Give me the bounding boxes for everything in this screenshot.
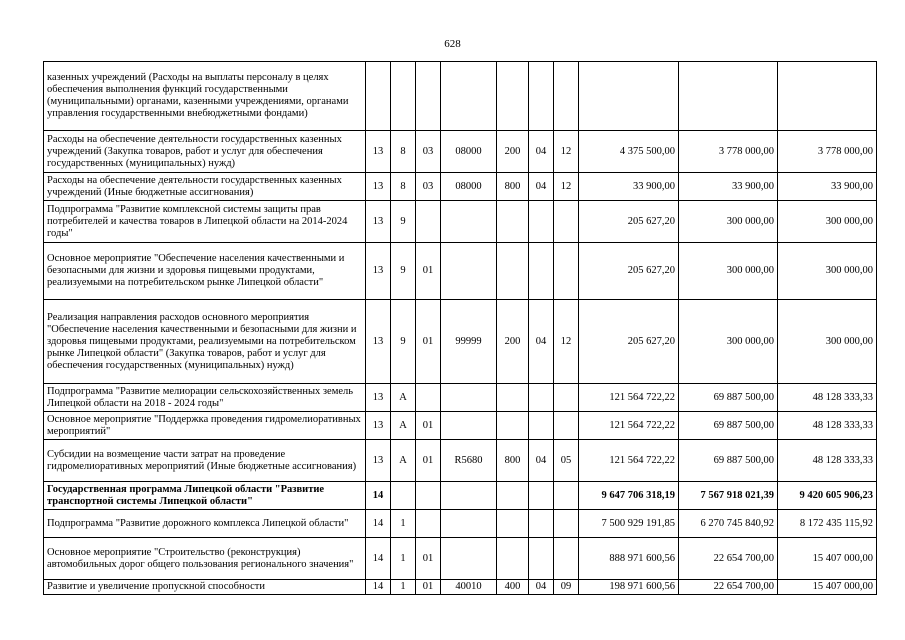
cell-code: 1	[391, 580, 416, 595]
cell-amount	[679, 62, 778, 131]
cell-code	[441, 201, 497, 243]
cell-code	[554, 510, 579, 538]
cell-code	[441, 412, 497, 440]
cell-code: 13	[366, 243, 391, 300]
cell-amount: 69 887 500,00	[679, 412, 778, 440]
cell-amount: 7 500 929 191,85	[579, 510, 679, 538]
cell-code	[497, 201, 529, 243]
cell-amount: 9 647 706 318,19	[579, 482, 679, 510]
cell-amount: 300 000,00	[679, 300, 778, 384]
cell-code: 9	[391, 300, 416, 384]
cell-code: А	[391, 440, 416, 482]
cell-code	[497, 384, 529, 412]
cell-code	[416, 482, 441, 510]
cell-code	[529, 538, 554, 580]
cell-code: 04	[529, 440, 554, 482]
cell-amount: 4 375 500,00	[579, 131, 679, 173]
cell-code: 14	[366, 510, 391, 538]
cell-code	[529, 384, 554, 412]
cell-code: 9	[391, 201, 416, 243]
cell-code	[366, 62, 391, 131]
cell-amount: 3 778 000,00	[778, 131, 877, 173]
cell-code: 13	[366, 173, 391, 201]
cell-code	[529, 510, 554, 538]
cell-code	[529, 243, 554, 300]
cell-code: 400	[497, 580, 529, 595]
cell-code: 03	[416, 173, 441, 201]
cell-code: 13	[366, 300, 391, 384]
cell-amount: 300 000,00	[679, 201, 778, 243]
cell-amount: 69 887 500,00	[679, 384, 778, 412]
table-row	[44, 62, 877, 131]
cell-amount: 300 000,00	[778, 300, 877, 384]
cell-code	[529, 482, 554, 510]
cell-code	[441, 510, 497, 538]
table-row	[44, 131, 877, 173]
cell-code: 01	[416, 580, 441, 595]
cell-code: 13	[366, 384, 391, 412]
cell-code	[441, 538, 497, 580]
cell-code	[529, 201, 554, 243]
cell-code	[554, 482, 579, 510]
cell-code: 13	[366, 440, 391, 482]
cell-amount: 300 000,00	[679, 243, 778, 300]
cell-amount: 69 887 500,00	[679, 440, 778, 482]
cell-amount: 48 128 333,33	[778, 412, 877, 440]
cell-amount: 9 420 605 906,23	[778, 482, 877, 510]
cell-amount: 33 900,00	[778, 173, 877, 201]
cell-amount: 888 971 600,56	[579, 538, 679, 580]
cell-code	[497, 510, 529, 538]
row-name: Реализация направления расходов основного мероприятия "Обеспечение населения качественными и безопасными для жизни и здоровья пищевыми продуктами, реализуемыми на потребительском рынке Липецкой области" (Закупка товаров, работ и услуг для обеспечения государственных (муниципальных) нужд)	[44, 300, 366, 384]
cell-code: 04	[529, 580, 554, 595]
cell-code: 14	[366, 580, 391, 595]
page-number: 628	[444, 38, 461, 50]
cell-code	[554, 201, 579, 243]
row-name: Основное мероприятие "Поддержка проведения гидромелиоративных мероприятий"	[44, 412, 366, 440]
cell-amount	[778, 62, 877, 131]
cell-amount: 300 000,00	[778, 201, 877, 243]
cell-code: 8	[391, 131, 416, 173]
cell-code: 13	[366, 412, 391, 440]
cell-code	[497, 62, 529, 131]
table-row	[44, 300, 877, 384]
cell-code: 03	[416, 131, 441, 173]
cell-amount: 8 172 435 115,92	[778, 510, 877, 538]
cell-amount: 121 564 722,22	[579, 412, 679, 440]
table-row	[44, 173, 877, 201]
cell-amount: 22 654 700,00	[679, 538, 778, 580]
row-name: Основное мероприятие "Обеспечение населения качественными и безопасными для жизни и здоровья пищевыми продуктами, реализуемыми на потребительском рынке Липецкой области"	[44, 243, 366, 300]
cell-amount: 15 407 000,00	[778, 538, 877, 580]
cell-amount: 7 567 918 021,39	[679, 482, 778, 510]
cell-code	[416, 384, 441, 412]
cell-code: 200	[497, 300, 529, 384]
row-name: Основное мероприятие "Строительство (реконструкция) автомобильных дорог общего пользования регионального значения"	[44, 538, 366, 580]
cell-amount: 33 900,00	[579, 173, 679, 201]
cell-code: 12	[554, 300, 579, 384]
table-row	[44, 412, 877, 440]
cell-code: 04	[529, 173, 554, 201]
cell-code	[497, 412, 529, 440]
cell-code	[554, 384, 579, 412]
cell-code	[416, 62, 441, 131]
cell-code: 13	[366, 131, 391, 173]
cell-amount: 205 627,20	[579, 300, 679, 384]
cell-code: R5680	[441, 440, 497, 482]
cell-amount: 6 270 745 840,92	[679, 510, 778, 538]
cell-code: 13	[366, 201, 391, 243]
cell-code	[497, 538, 529, 580]
cell-code: 04	[529, 131, 554, 173]
cell-amount: 205 627,20	[579, 243, 679, 300]
budget-table	[43, 61, 877, 595]
cell-code: 8	[391, 173, 416, 201]
cell-code: 1	[391, 510, 416, 538]
cell-amount: 48 128 333,33	[778, 384, 877, 412]
row-name: Субсидии на возмещение части затрат на проведение гидромелиоративных мероприятий (Иные бюджетные ассигнования)	[44, 440, 366, 482]
cell-code: А	[391, 412, 416, 440]
table-row	[44, 440, 877, 482]
table-row	[44, 580, 877, 595]
cell-code	[529, 412, 554, 440]
cell-code: 99999	[441, 300, 497, 384]
cell-amount: 198 971 600,56	[579, 580, 679, 595]
cell-code	[441, 384, 497, 412]
cell-code: 14	[366, 538, 391, 580]
row-name: Подпрограмма "Развитие дорожного комплекса Липецкой области"	[44, 510, 366, 538]
cell-code: 01	[416, 538, 441, 580]
cell-code	[529, 62, 554, 131]
cell-code: 01	[416, 412, 441, 440]
cell-code: 12	[554, 173, 579, 201]
cell-code	[391, 62, 416, 131]
table-row	[44, 201, 877, 243]
row-name: Подпрограмма "Развитие комплексной системы защиты прав потребителей и качества товаров в Липецкой области на 2014-2024 годы"	[44, 201, 366, 243]
cell-code	[554, 412, 579, 440]
cell-amount: 300 000,00	[778, 243, 877, 300]
table-row	[44, 510, 877, 538]
table-row	[44, 243, 877, 300]
table-row	[44, 538, 877, 580]
cell-code	[497, 482, 529, 510]
row-name: Развитие и увеличение пропускной способности	[44, 580, 366, 595]
cell-code	[416, 201, 441, 243]
cell-code: 800	[497, 440, 529, 482]
cell-code: 12	[554, 131, 579, 173]
cell-code	[554, 243, 579, 300]
cell-amount	[579, 62, 679, 131]
cell-code	[441, 243, 497, 300]
cell-code	[391, 482, 416, 510]
cell-code	[554, 538, 579, 580]
row-name: Государственная программа Липецкой области "Развитие транспортной системы Липецкой области"	[44, 482, 366, 510]
cell-amount: 22 654 700,00	[679, 580, 778, 595]
cell-amount: 48 128 333,33	[778, 440, 877, 482]
cell-code: 1	[391, 538, 416, 580]
cell-amount: 33 900,00	[679, 173, 778, 201]
table-row	[44, 482, 877, 510]
cell-amount: 205 627,20	[579, 201, 679, 243]
cell-code: 01	[416, 243, 441, 300]
cell-code: 09	[554, 580, 579, 595]
cell-code: 14	[366, 482, 391, 510]
cell-code: 01	[416, 440, 441, 482]
cell-code: 08000	[441, 173, 497, 201]
cell-code: 05	[554, 440, 579, 482]
cell-code	[441, 482, 497, 510]
cell-amount: 121 564 722,22	[579, 384, 679, 412]
table-row	[44, 384, 877, 412]
row-name: Расходы на обеспечение деятельности государственных казенных учреждений (Закупка товаров, работ и услуг для обеспечения государственных (муниципальных) нужд)	[44, 131, 366, 173]
cell-amount: 15 407 000,00	[778, 580, 877, 595]
cell-code: 40010	[441, 580, 497, 595]
cell-code	[441, 62, 497, 131]
row-name: казенных учреждений (Расходы на выплаты персоналу в целях обеспечения выполнения функций государственными (муниципальными) органами, казенными учреждениями, органами управления государственными внебюджетными фондами)	[44, 62, 366, 131]
row-name: Подпрограмма "Развитие мелиорации сельскохозяйственных земель Липецкой области на 2018 - 2024 годы"	[44, 384, 366, 412]
cell-code: 200	[497, 131, 529, 173]
cell-code	[554, 62, 579, 131]
cell-code: 800	[497, 173, 529, 201]
cell-amount: 3 778 000,00	[679, 131, 778, 173]
cell-amount: 121 564 722,22	[579, 440, 679, 482]
cell-code	[497, 243, 529, 300]
cell-code: 04	[529, 300, 554, 384]
cell-code: 9	[391, 243, 416, 300]
row-name: Расходы на обеспечение деятельности государственных казенных учреждений (Иные бюджетные ассигнования)	[44, 173, 366, 201]
cell-code: 08000	[441, 131, 497, 173]
cell-code: 01	[416, 300, 441, 384]
cell-code	[416, 510, 441, 538]
cell-code: А	[391, 384, 416, 412]
